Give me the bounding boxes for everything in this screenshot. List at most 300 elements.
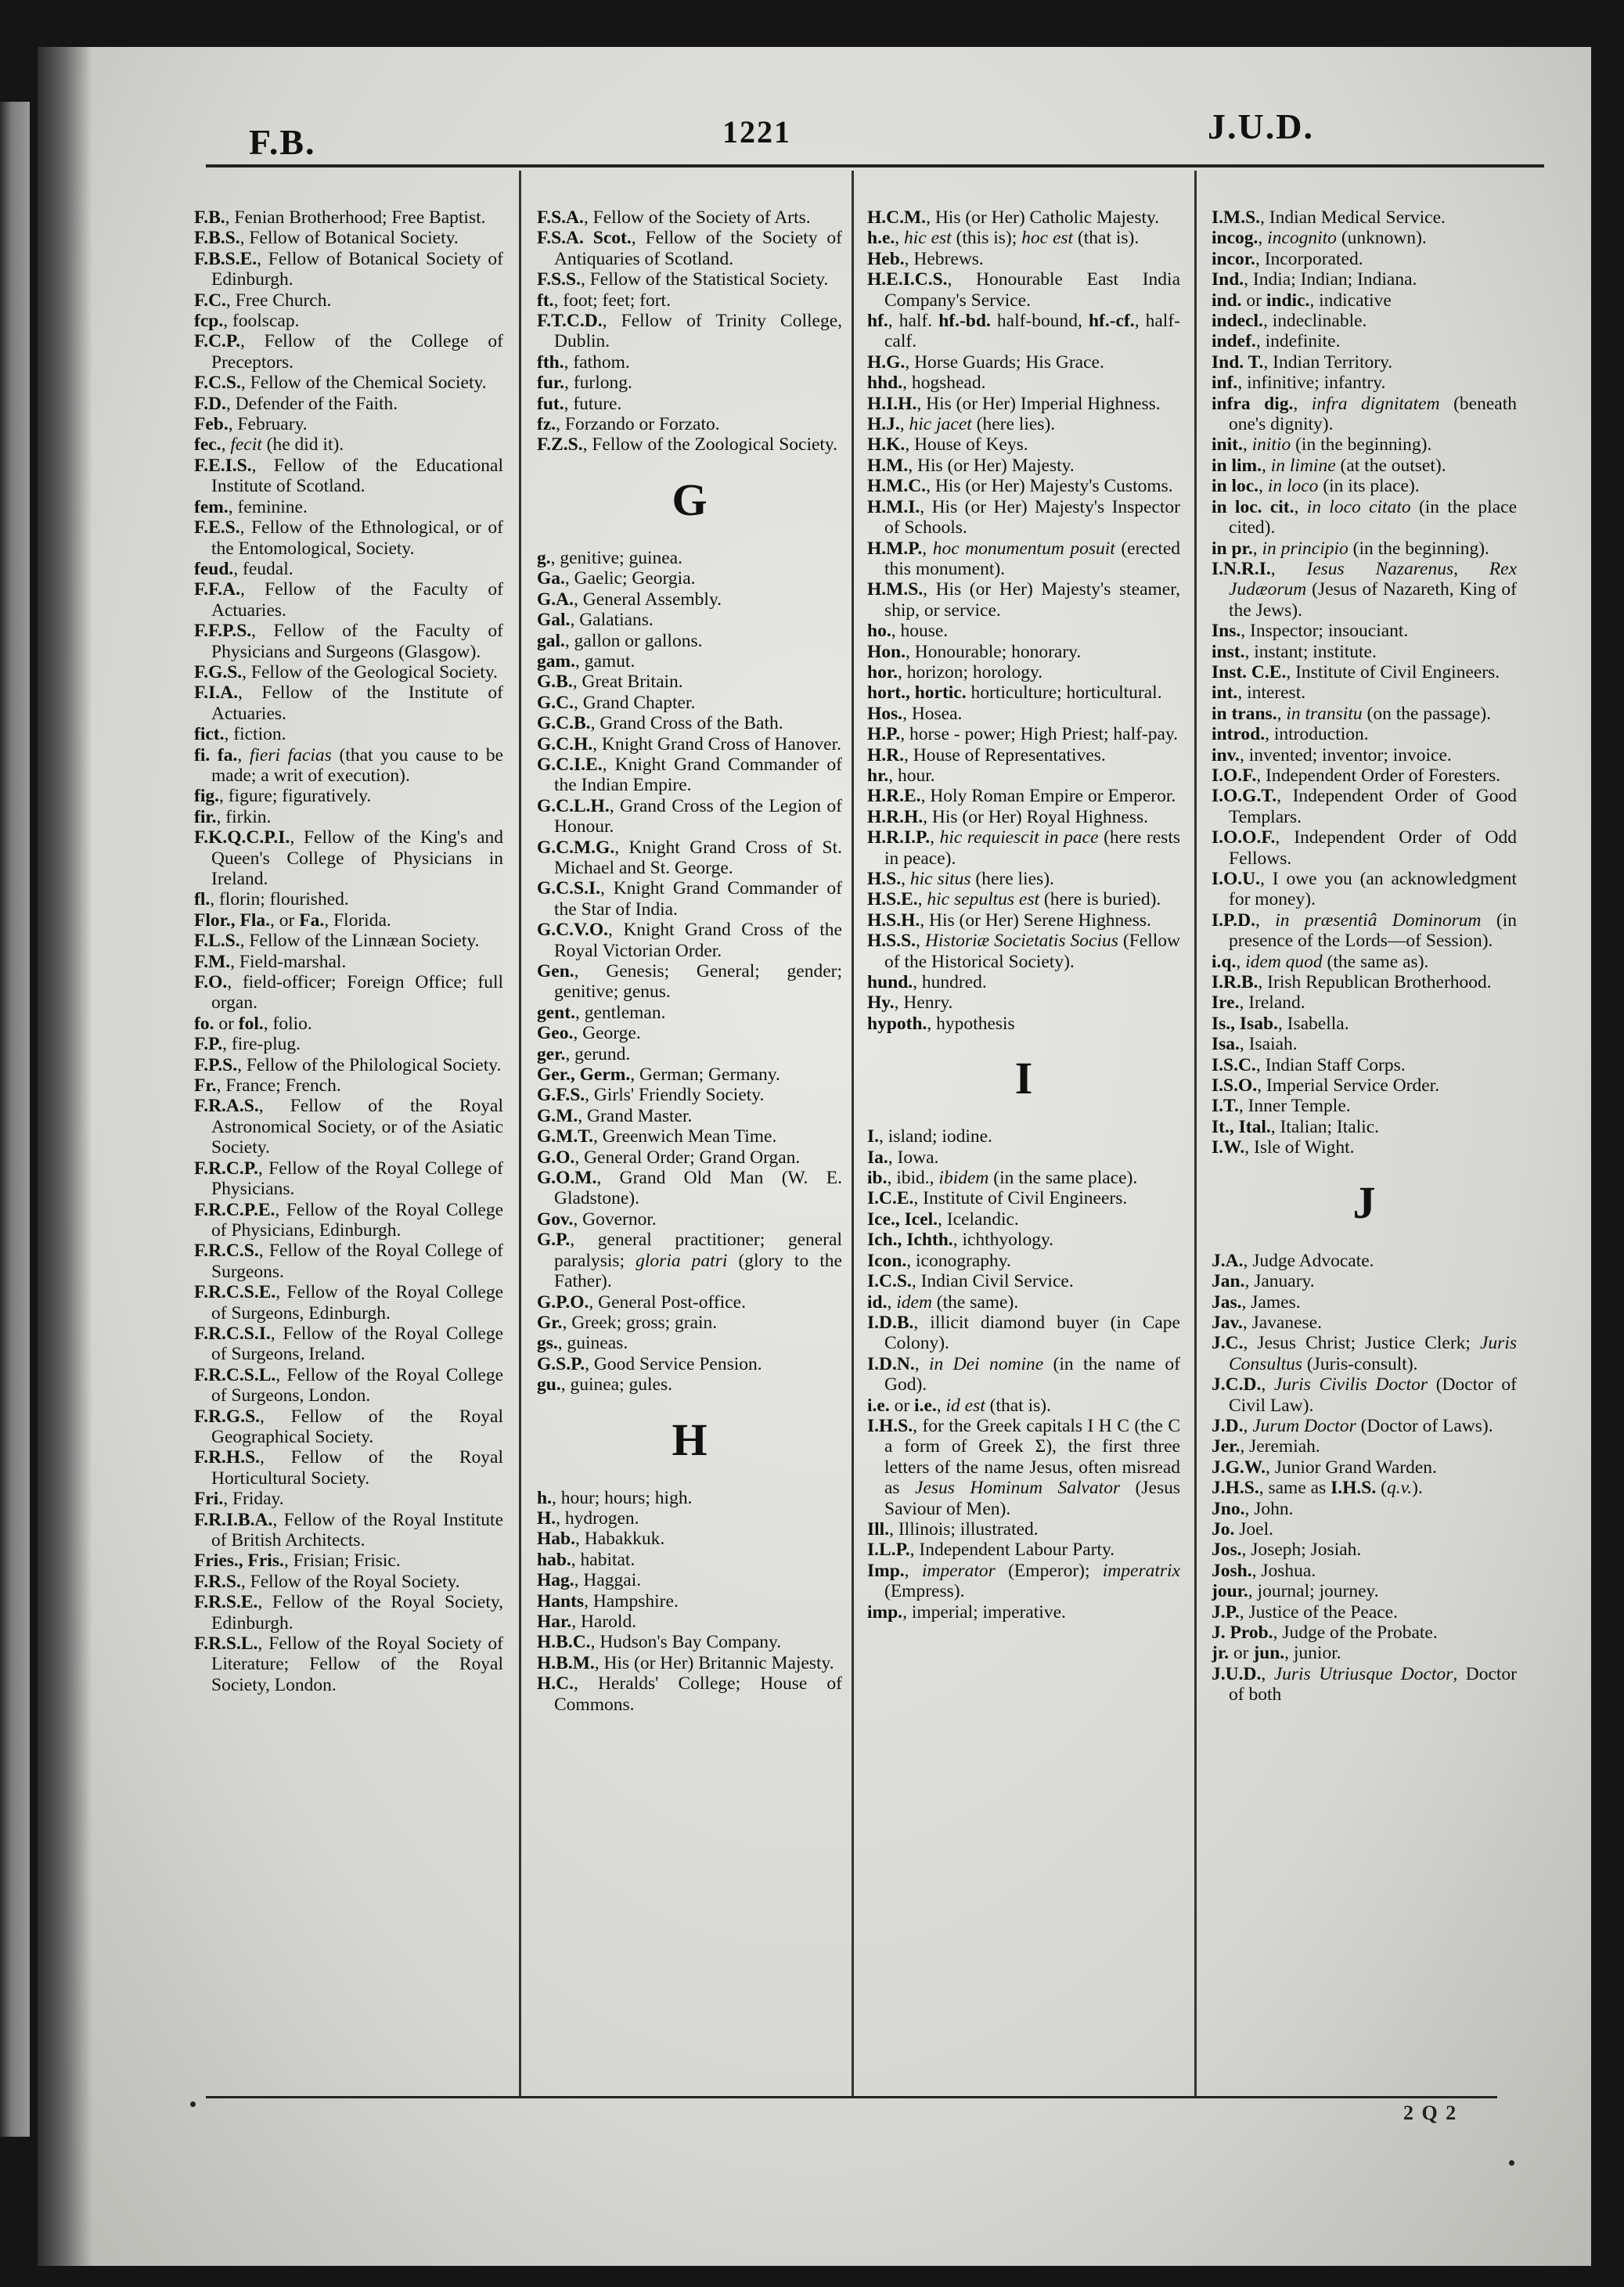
abbreviation: F.C. — [194, 290, 226, 311]
definition-text: ( — [1376, 1478, 1387, 1499]
dictionary-entry — [194, 331, 503, 373]
abbreviation: Ger., Germ. — [537, 1064, 631, 1086]
latin-term: id est — [945, 1395, 985, 1416]
definition-text: , Horse Guards; His Grace. — [905, 351, 1104, 373]
definition-text: , Girls' Friendly Society. — [585, 1085, 765, 1106]
definition-text: , — [916, 931, 925, 952]
abbreviation: Hon. — [867, 641, 906, 662]
abbreviation: H.J. — [867, 414, 900, 435]
definition-text: , — [1252, 538, 1262, 559]
abbreviation: I.P.D. — [1212, 909, 1255, 931]
definition-text: , Holy Roman Empire or Emperor. — [920, 786, 1176, 807]
definition-text: , iconography. — [906, 1250, 1011, 1271]
dictionary-entry — [194, 207, 503, 228]
abbreviation: F.R.S. — [194, 1571, 241, 1592]
definition-text: , horizon; horology. — [897, 661, 1043, 682]
definition-text: , Greenwich Mean Time. — [593, 1126, 777, 1147]
abbreviation: hort., hortic. — [867, 682, 967, 704]
abbreviation: hhd. — [867, 373, 903, 394]
abbreviation: Jno. — [1212, 1498, 1245, 1519]
abbreviation: J.P. — [1212, 1601, 1240, 1623]
abbreviation: I.S.C. — [1212, 1054, 1256, 1075]
definition-text: , General Order; Grand Organ. — [574, 1147, 801, 1168]
dictionary-entry — [537, 1653, 842, 1673]
dictionary-entry — [867, 1147, 1180, 1168]
abbreviation: G.C.V.O. — [537, 920, 608, 941]
definition-text: , — [1236, 951, 1246, 972]
abbreviation: H.S.H. — [867, 909, 920, 931]
abbreviation: Fri. — [194, 1489, 224, 1510]
definition-text: , His (or Her) Catholic Majesty. — [926, 207, 1160, 228]
latin-term: imperator — [921, 1560, 996, 1581]
abbreviation: H.G. — [867, 351, 906, 373]
dictionary-entry — [867, 1251, 1180, 1271]
definition-text: , Knight Grand Commander of the Indian Empire. — [554, 754, 842, 796]
abbreviation: F.E.S. — [194, 517, 240, 538]
dictionary-entry — [194, 1406, 503, 1448]
abbreviation: Icon. — [867, 1250, 907, 1271]
dictionary-entry — [1212, 1519, 1517, 1540]
definition-text: , hundred. — [913, 972, 987, 993]
dictionary-entry — [537, 961, 842, 1003]
abbreviation: Isa. — [1212, 1034, 1240, 1055]
abbreviation: in pr. — [1212, 538, 1253, 559]
abbreviation: H.I.H. — [867, 393, 917, 414]
dictionary-entry — [867, 889, 1180, 909]
abbreviation: G.S.P. — [537, 1353, 585, 1374]
abbreviation: Ind. T. — [1212, 351, 1264, 373]
abbreviation: F.F.P.S. — [194, 621, 252, 642]
definition-text: or — [214, 1013, 239, 1034]
dictionary-entry — [1212, 249, 1517, 269]
definition-text: , Knight Grand Commander of the Star of India. — [554, 878, 842, 920]
definition-text: , Doctor of both — [1229, 1663, 1517, 1705]
latin-term: Jesus Hominum Salvator — [915, 1478, 1121, 1499]
abbreviation: hor. — [867, 661, 898, 682]
definition-text: , Henry. — [894, 992, 953, 1014]
definition-text: , James. — [1241, 1291, 1301, 1313]
definition-text: , Independent Labour Party. — [909, 1540, 1115, 1561]
definition-text: , Field-marshal. — [230, 951, 347, 972]
definition-text: , indeclinable. — [1262, 311, 1367, 332]
dictionary-entry — [537, 1550, 842, 1570]
latin-term: Juris Consultus — [1229, 1333, 1517, 1374]
definition-text: , Friday. — [223, 1489, 284, 1510]
dictionary-entry — [1212, 786, 1517, 827]
dictionary-entry — [194, 434, 503, 455]
definition-text: , Greek; gross; grain. — [562, 1312, 718, 1333]
abbreviation: Heb. — [867, 248, 905, 269]
definition-text: (in presence of the Lords—of Session). — [1229, 909, 1517, 952]
definition-text: , Fellow of the Royal Society. — [240, 1571, 460, 1592]
abbreviation: G.C. — [537, 692, 574, 713]
definition-text: , — [904, 1560, 922, 1581]
definition-text: , gentleman. — [574, 1002, 666, 1023]
definition-text: , Fellow of the Society of Antiquaries of Scotland. — [554, 228, 842, 269]
abbreviation: fut. — [537, 393, 564, 414]
dictionary-entry — [1212, 394, 1517, 435]
abbreviation: J.U.D. — [1212, 1663, 1262, 1684]
definition-text: , feminine. — [228, 496, 308, 517]
dictionary-entry — [1212, 1014, 1517, 1034]
definition-text: , instant; institute. — [1244, 641, 1377, 662]
dictionary-entry — [867, 1126, 1180, 1147]
latin-term: imperatrix — [1102, 1560, 1180, 1581]
abbreviation: Gr. — [537, 1312, 563, 1333]
dictionary-entry — [867, 662, 1180, 682]
dictionary-entry — [537, 1333, 842, 1353]
definition-text: , invented; inventor; invoice. — [1239, 744, 1452, 765]
abbreviation: ib. — [867, 1168, 888, 1189]
abbreviation: H.P. — [867, 724, 901, 745]
abbreviation: F.I.A. — [194, 682, 238, 704]
abbreviation: feud. — [194, 558, 234, 579]
dictionary-entry — [194, 373, 503, 393]
definition-text: (at the outset). — [1335, 455, 1446, 476]
dictionary-entry — [1212, 1292, 1517, 1313]
definition-text: , indicative — [1309, 290, 1392, 311]
definition-text: , — [1261, 1663, 1274, 1684]
dictionary-entry — [537, 1126, 842, 1147]
dictionary-entry — [1212, 1602, 1517, 1623]
dictionary-entry — [1212, 1623, 1517, 1643]
dictionary-entry — [537, 610, 842, 630]
definition-text: , — [914, 1353, 929, 1374]
definition-text: , Hosea. — [902, 703, 963, 724]
definition-text: , — [1293, 393, 1312, 414]
definition-text: , Fellow of the Royal Geographical Society. — [211, 1406, 503, 1447]
dictionary-entry — [867, 682, 1180, 703]
dictionary-entry — [1212, 827, 1517, 869]
abbreviation: hf. — [867, 311, 888, 332]
abbreviation: Fries., Fris. — [194, 1550, 284, 1572]
definition-text: or — [889, 1395, 915, 1416]
abbreviation: h. — [537, 1487, 552, 1508]
definition-text: , Great Britain. — [572, 672, 683, 693]
dictionary-entry — [867, 476, 1180, 496]
abbreviation: Gov. — [537, 1208, 574, 1230]
latin-term: hic sepultus est — [927, 889, 1039, 910]
abbreviation: Jos. — [1212, 1540, 1242, 1561]
latin-term: hic jacet — [909, 414, 972, 435]
abbreviation: F.R.C.P. — [194, 1158, 258, 1179]
header-rule — [206, 164, 1544, 167]
definition-text: , Forzando or Forzato. — [556, 414, 720, 435]
column-4 — [1212, 207, 1517, 2086]
abbreviation: hf.-cf. — [1088, 311, 1135, 332]
definition-text: , Fellow of the Royal Society of Literature; Fellow of the Royal Society, London. — [211, 1633, 503, 1695]
definition-text: , horse - power; High Priest; half-pay. — [900, 724, 1179, 745]
definition-text: (glory to the Father). — [554, 1250, 842, 1292]
definition-text: , firkin. — [216, 806, 272, 827]
abbreviation: indecl. — [1212, 311, 1263, 332]
dictionary-entry — [1212, 352, 1517, 373]
abbreviation: Jan. — [1212, 1271, 1245, 1292]
definition-text: , I owe you (an acknowledgment for money). — [1229, 869, 1517, 910]
abbreviation: fict. — [194, 724, 225, 745]
definition-text: , Isle of Wight. — [1244, 1137, 1355, 1158]
dictionary-entry — [537, 1003, 842, 1023]
abbreviation: I.D.N. — [867, 1353, 915, 1374]
dictionary-entry — [867, 579, 1180, 621]
abbreviation: Fa. — [299, 909, 325, 931]
latin-term: Iesus Nazarenus, Rex Judæorum — [1229, 558, 1517, 600]
abbreviation: introd. — [1212, 724, 1266, 745]
abbreviation: Jav. — [1212, 1312, 1243, 1333]
definition-text: , guineas. — [557, 1333, 628, 1354]
definition-text: , Indian Civil Service. — [911, 1271, 1074, 1292]
definition-text: , — [1242, 434, 1252, 456]
dictionary-entry — [194, 1365, 503, 1406]
dictionary-entry — [194, 1324, 503, 1365]
dictionary-entry — [194, 724, 503, 744]
dictionary-entry — [1212, 765, 1517, 786]
dictionary-entry — [537, 568, 842, 589]
definition-text: , Knight Grand Cross of St. Michael and St. George. — [554, 837, 842, 878]
dictionary-entry — [1212, 745, 1517, 765]
column-3 — [867, 207, 1180, 2086]
abbreviation: Hy. — [867, 992, 895, 1014]
definition-text: (Jesus of Nazareth, King of the Jews). — [1229, 579, 1517, 621]
definition-text: , Fellow of the Royal College of Surgeons, Edinburgh. — [211, 1282, 503, 1324]
abbreviation: F.B.S. — [194, 228, 240, 249]
definition-text: , Jeremiah. — [1240, 1436, 1320, 1457]
abbreviation: It., Ital. — [1212, 1116, 1271, 1137]
definition-text: , — [1243, 1415, 1253, 1436]
definition-text: (this is); — [951, 228, 1022, 249]
definition-text: , Jesus Christ; Justice Clerk; — [1243, 1333, 1480, 1354]
definition-text: , Hebrews. — [904, 248, 984, 269]
definition-text: , France; French. — [216, 1075, 341, 1097]
adjacent-page-edge — [0, 102, 30, 2137]
dictionary-entry — [867, 931, 1180, 972]
right-guide-word: J.U.D. — [1208, 106, 1314, 146]
latin-term: Jurum Doctor — [1252, 1415, 1356, 1436]
definition-text: , Fellow of the Royal Astronomical Society, or of the Asiatic Society. — [211, 1096, 503, 1158]
definition-text: , Illinois; illustrated. — [889, 1518, 1039, 1540]
definition-text: , India; Indian; Indiana. — [1244, 269, 1417, 290]
definition-text: (that you cause to be made; a writ of execution). — [211, 744, 503, 786]
definition-text: , His (or Her) Majesty's Inspector of Schools. — [884, 496, 1180, 538]
definition-text: , foot; feet; fort. — [553, 290, 671, 311]
definition-text: , Indian Staff Corps. — [1255, 1054, 1406, 1075]
dictionary-entry — [537, 1673, 842, 1715]
definition-text: , Irish Republican Brotherhood. — [1258, 972, 1492, 993]
dictionary-entry — [1212, 1333, 1517, 1374]
definition-text: , or — [270, 909, 300, 931]
abbreviation: I.O.F. — [1212, 765, 1257, 786]
dictionary-entry — [537, 1529, 842, 1549]
definition-text: , florin; flourished. — [210, 889, 349, 910]
definition-text: , Institute of Civil Engineers. — [913, 1188, 1128, 1209]
dictionary-entry — [1212, 1478, 1517, 1498]
column-rule-2 — [852, 171, 854, 2096]
dictionary-entry — [867, 414, 1180, 434]
definition-text: , — [1259, 476, 1268, 497]
dictionary-entry — [537, 414, 842, 434]
definition-text: , Institute of Civil Engineers. — [1286, 661, 1500, 682]
abbreviation: inst. — [1212, 641, 1245, 662]
definition-text: , feudal. — [233, 558, 293, 579]
definition-text: , guinea; gules. — [560, 1374, 672, 1396]
footer-rule — [206, 2096, 1497, 2098]
dictionary-entry — [194, 414, 503, 434]
dictionary-entry — [1212, 1096, 1517, 1116]
abbreviation: i.e. — [867, 1395, 890, 1416]
definition-text: , Fellow of the Faculty of Actuaries. — [211, 579, 503, 621]
dictionary-entry — [537, 1168, 842, 1209]
abbreviation: F.R.C.S.E. — [194, 1282, 276, 1303]
page-number: 1221 — [722, 114, 791, 149]
definition-text: , — [1277, 703, 1287, 724]
dictionary-entry — [867, 972, 1180, 992]
definition-text: (the same). — [931, 1291, 1019, 1313]
definition-text: , Knight Grand Cross of Hanover. — [592, 733, 842, 755]
latin-term: in loco — [1267, 476, 1319, 497]
abbreviation: J.D. — [1212, 1415, 1244, 1436]
definition-text: , fathom. — [564, 351, 630, 373]
dictionary-entry — [194, 807, 503, 827]
dictionary-entry — [537, 1374, 842, 1395]
dictionary-entry — [194, 952, 503, 972]
dictionary-entry — [867, 621, 1180, 641]
definition-text: , — [895, 228, 904, 249]
dictionary-entry — [1212, 704, 1517, 724]
dictionary-entry — [537, 311, 842, 352]
abbreviation: Jas. — [1212, 1291, 1242, 1313]
definition-text: (the same as). — [1322, 951, 1429, 972]
definition-text: , infinitive; infantry. — [1237, 373, 1386, 394]
dictionary-entry — [194, 972, 503, 1014]
dictionary-entry — [194, 1055, 503, 1075]
definition-text: , Genesis; General; gender; genitive; genus. — [554, 961, 842, 1003]
definition-text: , Isabella. — [1277, 1013, 1349, 1034]
abbreviation: incog. — [1212, 228, 1259, 249]
definition-text: , Heralds' College; House of Commons. — [554, 1673, 842, 1715]
dictionary-entry — [194, 1075, 503, 1096]
definition-text: , Fellow of the Royal College of Physicians. — [211, 1158, 503, 1200]
abbreviation: Ill. — [867, 1518, 890, 1540]
latin-term: in limine — [1270, 455, 1336, 476]
abbreviation: F.Z.S. — [537, 434, 583, 456]
dictionary-entry — [867, 497, 1180, 538]
definition-text: , Grand Master. — [578, 1105, 693, 1126]
abbreviation: J.C.D. — [1212, 1374, 1262, 1396]
definition-text: , folio. — [263, 1013, 312, 1034]
dictionary-entry — [194, 1510, 503, 1551]
dictionary-entry — [1212, 1271, 1517, 1291]
definition-text: , Grand Cross of the Legion of Honour. — [554, 795, 842, 837]
abbreviation: Imp. — [867, 1560, 905, 1581]
definition-text: , — [1270, 558, 1307, 579]
definition-text: , hydrogen. — [556, 1507, 639, 1529]
definition-text: , Icelandic. — [938, 1208, 1019, 1230]
definition-text: , Habakkuk. — [574, 1529, 665, 1550]
definition-text: , — [1261, 1374, 1274, 1396]
abbreviation: in loc. cit. — [1212, 496, 1295, 517]
abbreviation: H.E.I.C.S. — [867, 269, 948, 290]
dictionary-entry — [1212, 1664, 1517, 1705]
dictionary-entry — [1212, 1436, 1517, 1457]
section-letter: G — [672, 474, 708, 525]
dictionary-entry — [867, 269, 1180, 311]
abbreviation: Ice., Icel. — [867, 1208, 938, 1230]
abbreviation: G.C.I.E. — [537, 754, 603, 775]
definition-text: , Fellow of the Educational Institute of Scotland. — [211, 455, 503, 497]
dictionary-entry — [537, 228, 842, 269]
definition-text: , hypothesis — [927, 1013, 1015, 1034]
abbreviation: F.R.S.L. — [194, 1633, 258, 1655]
abbreviation: H.S.S. — [867, 931, 916, 952]
definition-text: , Inner Temple. — [1238, 1096, 1351, 1117]
abbreviation: F.T.C.D. — [537, 311, 603, 332]
dictionary-entry — [194, 497, 503, 517]
signature-mark: 2 Q 2 — [1403, 2102, 1458, 2124]
definition-text: , — [1294, 496, 1307, 517]
abbreviation: I.C.E. — [867, 1188, 914, 1209]
abbreviation: G.C.L.H. — [537, 795, 610, 816]
definition-text: , — [917, 889, 927, 910]
dictionary-entry — [194, 1034, 503, 1054]
definition-text: , Knight Grand Cross of the Royal Victorian Order. — [554, 920, 842, 961]
abbreviation: G.B. — [537, 672, 573, 693]
print-speck — [1509, 2160, 1514, 2166]
dictionary-entry — [537, 290, 842, 311]
abbreviation: indef. — [1212, 331, 1256, 352]
dictionary-entry — [867, 745, 1180, 765]
dictionary-entry — [194, 889, 503, 909]
dictionary-entry — [867, 992, 1180, 1013]
abbreviation: indic. — [1266, 290, 1310, 311]
dictionary-entry — [537, 1313, 842, 1333]
dictionary-entry — [537, 548, 842, 568]
abbreviation: G.C.M.G. — [537, 837, 615, 858]
dictionary-entry — [867, 786, 1180, 806]
definition-text: , His (or Her) Serene Highness. — [920, 909, 1151, 931]
definition-text: , Free Church. — [225, 290, 332, 311]
dictionary-entry — [194, 1282, 503, 1324]
latin-term: Juris Civilis Doctor — [1273, 1374, 1428, 1396]
abbreviation: Ga. — [537, 568, 565, 589]
abbreviation: in loc. — [1212, 476, 1259, 497]
section-letter: J — [1352, 1176, 1376, 1228]
dictionary-entry — [1212, 1643, 1517, 1663]
definition-text: , illicit diamond buyer (in Cape Colony). — [884, 1312, 1180, 1354]
dictionary-entry — [194, 1550, 503, 1571]
dictionary-entry — [1212, 331, 1517, 351]
definition-text: (here is buried). — [1039, 889, 1161, 910]
dictionary-entry — [194, 1572, 503, 1592]
abbreviation: H.K. — [867, 434, 906, 456]
dictionary-entry — [867, 456, 1180, 476]
definition-text: (beneath one's dignity). — [1229, 393, 1517, 435]
definition-text: , Inspector; insouciant. — [1241, 621, 1409, 642]
abbreviation: i.q. — [1212, 951, 1237, 972]
print-speck — [190, 2102, 196, 2107]
abbreviation: fl. — [194, 889, 211, 910]
definition-text: , figure; figuratively. — [218, 786, 372, 807]
definition-text: , Judge of the Probate. — [1273, 1623, 1438, 1643]
dictionary-entry — [537, 631, 842, 651]
definition-text: , Hudson's Bay Company. — [590, 1632, 782, 1653]
abbreviation: Feb. — [194, 414, 229, 435]
dictionary-entry — [867, 1209, 1180, 1230]
abbreviation: Ire. — [1212, 992, 1240, 1014]
latin-term: idem quod — [1245, 951, 1323, 972]
abbreviation: Gal. — [537, 610, 571, 631]
abbreviation: fcp. — [194, 311, 224, 332]
dictionary-entry — [867, 373, 1180, 393]
